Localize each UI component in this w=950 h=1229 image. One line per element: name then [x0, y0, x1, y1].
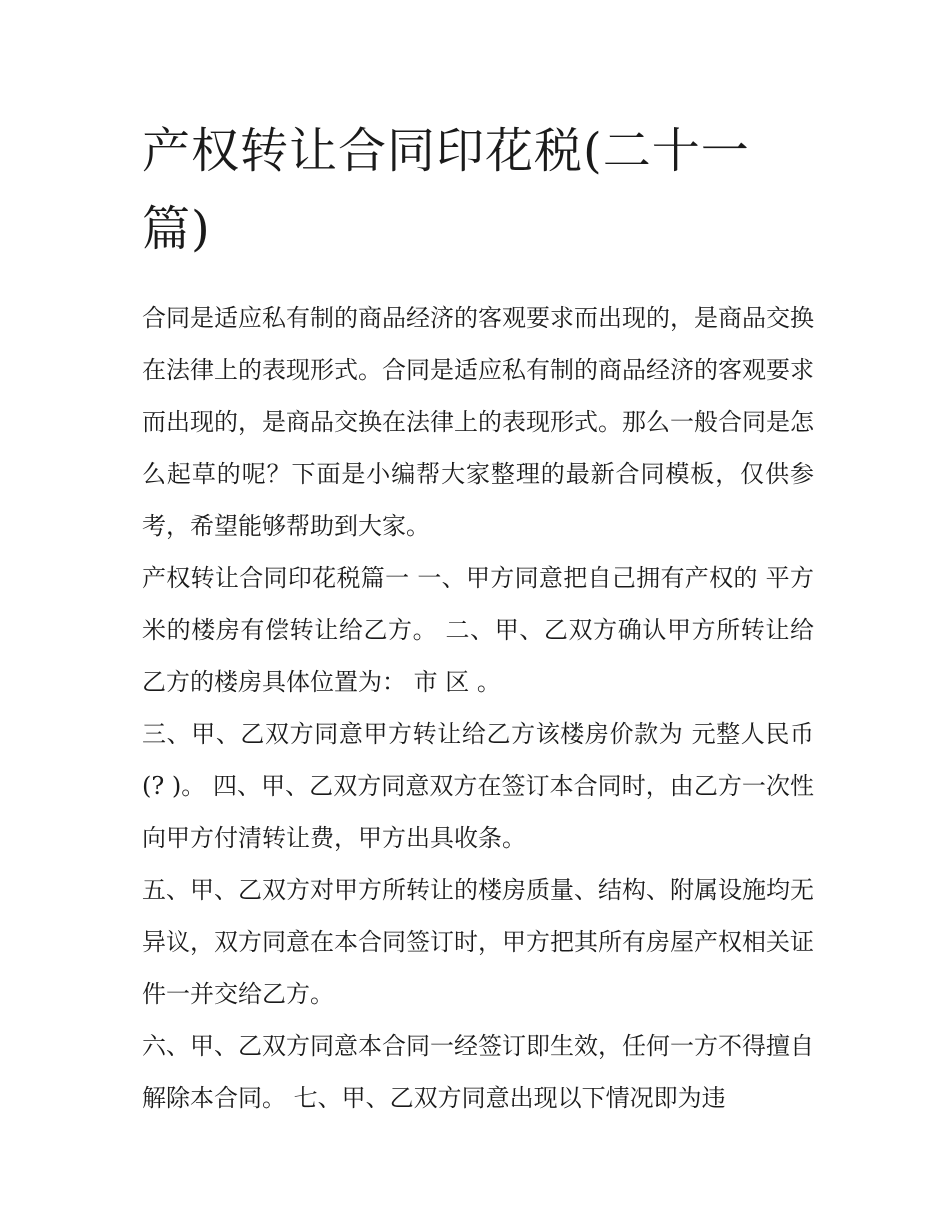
clause-paragraph-6-7: 六、甲、乙双方同意本合同一经签订即生效，任何一方不得擅自解除本合同。 七、甲、乙双方同意出现以下情况即为违: [142, 1032, 814, 1112]
document-title: 产权转让合同印花税(二十一篇): [142, 123, 750, 257]
intro-paragraph: 合同是适应私有制的商品经济的客观要求而出现的，是商品交换在法律上的表现形式。合同是适应私有制的商品经济的客观要求而出现的，是商品交换在法律上的表现形式。那么一般合同是怎么起草的呢？下面是小编帮大家整理的最新合同模板，仅供参考，希望能够帮助到大家。: [142, 304, 814, 540]
document-page: [142, 112, 814, 1124]
clause-paragraph-3-4: 三、甲、乙双方同意甲方转让给乙方该楼房价款为 元整人民币(? )。 四、甲、乙双方同意双方在签订本合同时，由乙方一次性向甲方付清转让费，甲方出具收条。: [142, 720, 814, 852]
document-body: [142, 292, 814, 1124]
clause-paragraph-5: 五、甲、乙双方对甲方所转让的楼房质量、结构、附属设施均无异议，双方同意在本合同签订时，甲方把其所有房屋产权相关证件一并交给乙方。: [142, 876, 814, 1008]
clause-paragraph-1-2: 产权转让合同印花税篇一 一、甲方同意把自己拥有产权的 平方米的楼房有偿转让给乙方。 二、甲、乙双方确认甲方所转让给乙方的楼房具体位置为： 市 区 。: [142, 564, 814, 696]
